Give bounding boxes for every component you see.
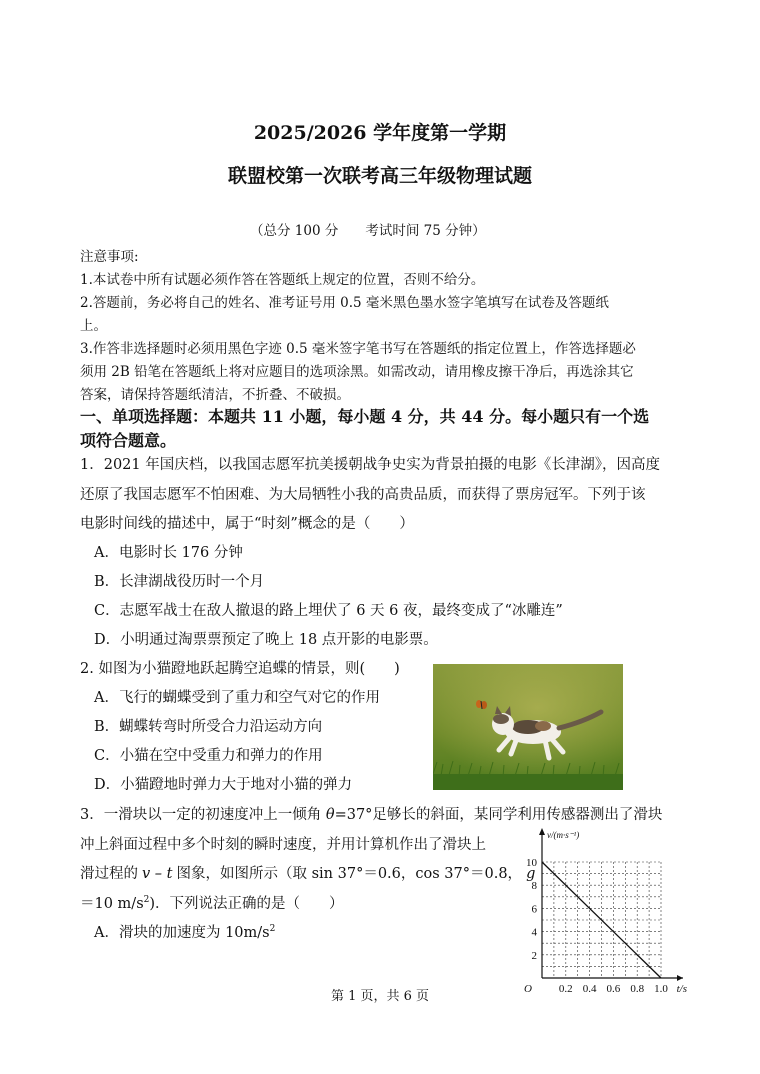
note-3a: 3.作答非选择题时必须用黑色字迹 0.5 毫米签字笔书写在答题纸的指定位置上，作答选择题必 (80, 341, 636, 357)
x-tick-label: 1.0 (654, 983, 668, 995)
section1-heading-line1: 一、单项选择题：本题共 11 小题，每小题 4 分，共 44 分。每小题只有一个选 (80, 407, 650, 426)
q2-option-c: C．小猫在空中受重力和弹力的作用 (94, 748, 323, 764)
q3-stem-line4-sup: 2 (143, 895, 150, 906)
vt-graph-svg (516, 826, 702, 996)
note-2a: 2.答题前，务必将自己的姓名、准考证号用 0.5 毫米黑色墨水签字笔填写在试卷及答题纸 (80, 295, 609, 311)
y-axis-label: v/(m·s⁻¹) (547, 830, 580, 840)
q2-option-d: D．小猫蹬地时弹力大于地对小猫的弹力 (94, 777, 353, 793)
exam-title-line1: 2025/2026 学年度第一学期 (253, 122, 507, 144)
x-tick-label: 0.8 (630, 983, 645, 995)
q3-stem-line1 (80, 803, 662, 824)
note-1: 1.本试卷中所有试题必须作答在答题纸上规定的位置，否则不给分。 (80, 272, 485, 288)
y-axis-arrow (539, 828, 545, 835)
q1-option-c: C．志愿军战士在敌人撤退的路上埋伏了 6 天 6 夜，最终变成了“冰雕连” (94, 603, 563, 619)
vt-graph (516, 826, 702, 996)
q2-option-a: A．飞行的蝴蝶受到了重力和空气对它的作用 (94, 690, 380, 706)
q3-option-a (94, 921, 275, 942)
y-tick-label: 8 (531, 880, 537, 893)
q3-stem-line3-a: 滑过程的 (80, 866, 138, 882)
theta-symbol: θ (325, 807, 335, 823)
x-axis-arrow (677, 975, 683, 981)
q2-stem: 2. 如图为小猫蹬地跃起腾空追蝶的情景，则( ) (80, 661, 400, 677)
y-tick-label: 6 (531, 903, 537, 916)
exam-title-line2: 联盟校第一次联考高三年级物理试题 (227, 165, 532, 187)
cat-butterfly-photo (433, 664, 623, 790)
y-tick-label: 10 (526, 857, 537, 869)
vt-symbol: v – t (142, 866, 173, 882)
q1-option-d: D．小明通过淘票票预定了晚上 18 点开影的电影票。 (94, 632, 438, 648)
q2-option-b: B．蝴蝶转弯时所受合力沿运动方向 (94, 719, 323, 735)
note-3b: 须用 2B 铅笔在答题纸上将对应题目的选项涂黑。如需改动，请用橡皮擦干净后，再选涂其它 (80, 364, 634, 380)
q1-stem-line1: 1．2021 年国庆档，以我国志愿军抗美援朝战争史实为背景拍摄的电影《长津湖》，因高度 (80, 457, 660, 473)
x-tick-label: 0.6 (606, 983, 621, 995)
exam-subtitle: （总分 100 分 考试时间 75 分钟） (250, 223, 486, 239)
x-tick-label: 0.4 (582, 983, 597, 995)
y-tick-label: 4 (531, 926, 537, 939)
note-3c: 答案，请保持答题纸清洁，不折叠、不破损。 (80, 387, 350, 403)
q3-stem-line4-a: ＝10 m/s (80, 896, 144, 912)
q3-option-a-text: A．滑块的加速度为 10m/s (94, 925, 270, 941)
origin-label: O (524, 983, 532, 995)
x-axis-label: t/s (676, 983, 687, 995)
page-footer: 第 1 页，共 6 页 (330, 989, 430, 1004)
q3-stem-line3-b: 图象，如图所示（取 sin 37°＝0.6，cos 37°＝0.8， (176, 866, 523, 882)
q3-stem-line4 (80, 892, 344, 913)
q1-stem-line2: 还原了我国志愿军不怕困难、为大局牺牲小我的高贵品质，而获得了票房冠军。下列于该 (80, 487, 646, 503)
q3-stem-line3 (80, 862, 535, 883)
q1-stem-line3: 电影时间线的描述中，属于“时刻”概念的是（ ） (80, 516, 414, 532)
section1-heading-line2: 项符合题意。 (80, 431, 177, 450)
g-symbol: g (526, 866, 536, 882)
note-2b: 上。 (80, 318, 107, 334)
q3-stem-line1-b: =37°足够长的斜面，某同学利用传感器测出了滑块 (334, 807, 663, 823)
q1-option-b: B．长津湖战役历时一个月 (94, 574, 265, 590)
notes-heading: 注意事项: (80, 249, 139, 265)
x-tick-label: 0.2 (558, 983, 573, 995)
y-tick-label: 2 (531, 949, 537, 962)
q3-option-a-sup: 2 (269, 924, 276, 935)
q3-stem-line1-a: 3．一滑块以一定的初速度冲上一倾角 (80, 807, 326, 823)
q1-option-a: A．电影时长 176 分钟 (94, 545, 243, 561)
q3-stem-line4-b: )．下列说法正确的是（ ） (149, 896, 344, 912)
q3-stem-line2: 冲上斜面过程中多个时刻的瞬时速度，并用计算机作出了滑块上 (80, 837, 486, 853)
